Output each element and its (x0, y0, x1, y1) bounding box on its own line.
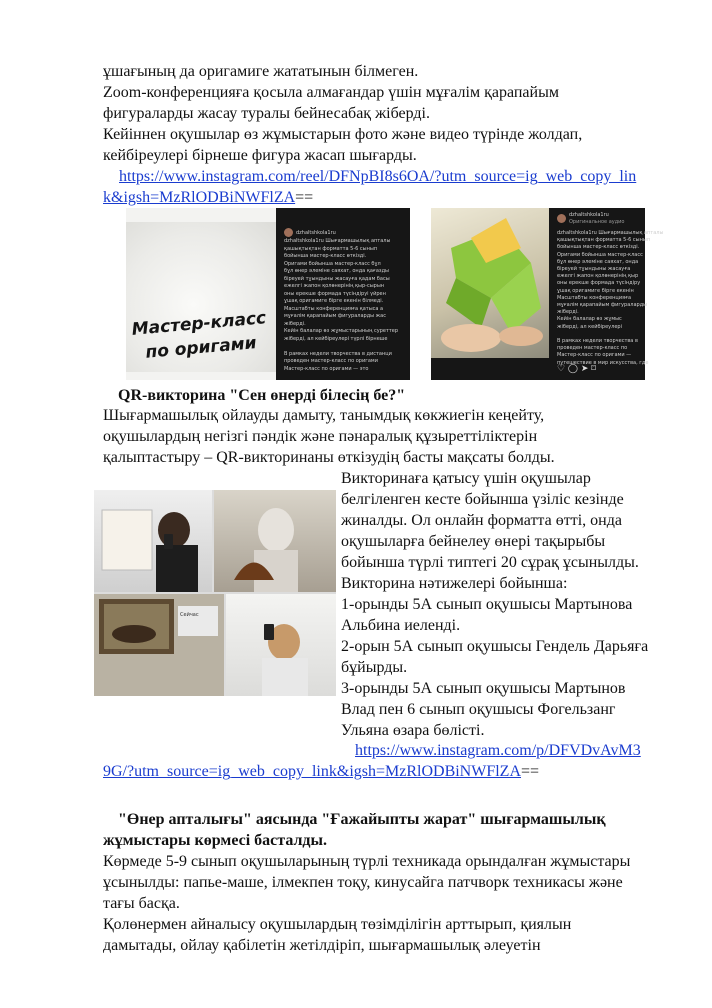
text-line: қалыптастыру – QR-викторинаны өткізудің басты мақсаты болды. (103, 449, 555, 466)
text-line: дамытады, ойлау қабілетін жетілдіріп, шығармашылық әлеуетін (103, 937, 541, 954)
link-text[interactable]: https://www.instagram.com/reel/DFNpBI8s6OA/?utm_source=ig_web_copy_lin (119, 168, 637, 185)
text-line: фигураларды жасау туралы бейнесабақ жіберді. (103, 105, 430, 122)
text-line: Шығармашылық ойлауды дамыту, танымдық көкжиегін кеңейту, (103, 407, 545, 424)
text-line: кейбіреулері бірнеше фигура жасап шығарды. (103, 147, 417, 164)
post-caption-line: ұшақ оригамиге бірге екенін білмеді. (284, 298, 384, 304)
student-graphic (94, 490, 212, 592)
post-caption-line: жіберді. (557, 309, 579, 316)
collage-photo-1 (94, 490, 212, 592)
instagram-link-2-cont[interactable] (103, 762, 539, 782)
post-caption-line: мұғалім қарапайым фигураларды жас (284, 313, 386, 319)
text-line: Викторинаға қатысу үшін оқушылар (341, 470, 591, 487)
post-caption-line: dzhaltshkola1ru Шығармашылық апталы (557, 230, 664, 236)
quiz-collage-image (94, 490, 336, 696)
text-line: тағы басқа. (103, 895, 180, 912)
girl-graphic (226, 594, 336, 696)
text-line: бойынша түрлі типтегі 20 сұрақ ұсынылды. (341, 554, 639, 571)
link-text[interactable]: k&igsh=MzRlODBiNWFlZA (103, 189, 296, 206)
link-suffix: == (521, 763, 540, 780)
post-caption-line: проведен мастер-класс по оригами (284, 358, 378, 364)
post-caption-line: қашықтықтан форматта 5-6 сынып (284, 245, 378, 252)
post-caption-line: Кейін балалар өз жұмыс (557, 316, 622, 323)
text-line: оқушылардың негізгі пәндік және пәнаралық құзыреттіліктерін (103, 428, 538, 445)
section-heading-exhibition-cont: жұмыстары көрмесі басталды. (103, 832, 328, 849)
instagram-link-1[interactable] (119, 167, 636, 187)
post-caption-line: Оригами бойынша мастер-класс (557, 251, 643, 258)
link-text[interactable]: https://www.instagram.com/p/DFVDvAvM3 (355, 742, 641, 759)
text-line: оқушыларға бейнелеу өнері тақырыбы (341, 533, 606, 550)
post-caption-line: Кейін балалар өз жұмыстарының суреттер (284, 328, 399, 334)
instagram-link-1-cont[interactable] (103, 188, 313, 208)
avatar (284, 228, 293, 237)
text-line: 2-орын 5А сынып оқушысы Гендель Дарьяға (341, 638, 649, 655)
post-caption-line: қашықтықтан форматта 5-6 сынып (557, 237, 651, 244)
text-line: ұшағының да оригамиге жататынын білмеген. (103, 63, 419, 80)
origami-frog-image (431, 208, 664, 380)
text-line: бұйырды. (341, 659, 408, 676)
collage-photo-4 (226, 594, 336, 696)
post-caption-line: оны ерекше формада түсіндіруі үйрен (284, 290, 386, 297)
link-suffix: == (295, 189, 314, 206)
post-caption-line: Масштабты конференцияға қатыса а (284, 305, 384, 312)
post-caption-line: путешествие в мир искусства, где (557, 359, 649, 366)
post-caption-line: Масштабты конференцияға (557, 294, 632, 301)
post-caption-line: ежелгі жапон қолөнерінің қыр-сырын (284, 283, 385, 289)
post-caption-line: жіберді, ал кейбіреулері (557, 323, 622, 330)
link-text[interactable]: 9G/?utm_source=ig_web_copy_link&igsh=MzRlODBiNWFlZA (103, 763, 522, 780)
post-caption-line: оны ерекше формада түсіндіру (557, 280, 641, 287)
text-line: Влад пен 6 сынып оқушысы Фогельзанг (341, 701, 616, 718)
master-class-image (126, 208, 410, 380)
post-caption-line: Мастер-класс по оригами — (557, 352, 632, 359)
text-line: ұсынылды: папье-маше, ілмекпен тоқу, кинусайга патчворк техникасы және (103, 874, 623, 891)
post-caption-line: біреуей тұындыны жасауға (557, 266, 631, 272)
instagram-link-2[interactable] (355, 741, 641, 761)
post-caption-line: проведен мастер-класс по (557, 345, 628, 352)
post-caption-line: ұшақ оригамиге бірге екенін (557, 287, 634, 294)
post-caption-line: біреуей тұындыны жасауға қадам басы (284, 275, 390, 282)
post-caption-line: ежелгі жапон қолөнерінің қыр (557, 273, 639, 280)
text-line: Викторина нәтижелері бойынша: (341, 575, 568, 592)
post-caption-line: мұғалім қарапайым фигураларды (557, 302, 648, 308)
collage-photo-2 (214, 490, 336, 592)
phone-screenshot (276, 208, 410, 380)
post-caption-line: Оригами бойынша мастер-класс бұл (284, 260, 381, 267)
post-caption-line: В рамках недели творчества в (557, 338, 638, 344)
post-caption-line: бұл өнер әлеміне саяхат, онда (557, 258, 639, 265)
paper-caption: Мастер-класс по оригами (130, 308, 267, 363)
post-caption-line: Мастер-класс по оригами — это (284, 365, 369, 372)
username: dzhaltshkola1ru (569, 212, 609, 218)
post-caption-line: В рамках недели творчества в дистанци (284, 350, 392, 357)
crumpled-paper (126, 222, 276, 372)
post-caption-line: бойынша мастер-класс өткізді. (557, 244, 640, 251)
post-caption-line: бұл өнер әлеміне саяхат, онда қағазды (284, 268, 389, 274)
text-line: 1-орынды 5А сынып оқушысы Мартынова (341, 596, 633, 613)
text-line: Қолөнермен айналысу оқушылардың төзімділігін арттырып, қиялын (103, 916, 572, 933)
text-line: белгіленген кесте бойынша үзіліс кезінде (341, 491, 624, 508)
post-caption-line: жіберді, ал кейбіреулері түрлі бірнеше (284, 335, 388, 342)
text-line: 3-орынды 5А сынып оқушысы Мартынов (341, 680, 626, 697)
text-line: Кейіннен оқушылар өз жұмыстарын фото және видео түрінде жолдап, (103, 126, 583, 143)
text-line: Ульяна өзара бөлісті. (341, 722, 485, 739)
post-caption-line: бойынша мастер-класс өткізді. (284, 253, 367, 259)
origami-photo (431, 208, 549, 358)
poster-text: Сейчас (180, 612, 199, 618)
collage-photo-3 (94, 594, 224, 696)
origami-frog-graphic (431, 208, 549, 358)
audio-label: Оригинальное аудио (569, 219, 625, 225)
text-line: Альбина иеленді. (341, 617, 461, 634)
statue-graphic (214, 490, 336, 592)
text-line: Көрмеде 5-9 сынып оқушыларының түрлі техникада орындалған жұмыстары (103, 853, 631, 870)
avatar (557, 214, 566, 223)
action-icons: ♡ ◯ ➤ ⌑ (557, 364, 596, 374)
post-caption-line: dzhaltshkola1ru Шығармашылық апталы (284, 238, 391, 244)
section-heading-quiz: QR-викторина "Сен өнерді білесің бе?" (118, 387, 406, 404)
text-line: Zoom-конференцияға қосыла алмағандар үшін мұғалім қарапайым (103, 84, 559, 101)
text-line: жиналды. Ол онлайн форматта өтті, онда (341, 512, 622, 529)
post-caption-line: жіберді. (284, 320, 306, 327)
section-heading-exhibition: "Өнер апталығы" аясында "Ғажайыпты жарат" шығармашылық (118, 811, 606, 828)
username: dzhaltshkola1ru (296, 230, 336, 236)
painting-graphic (94, 594, 224, 696)
